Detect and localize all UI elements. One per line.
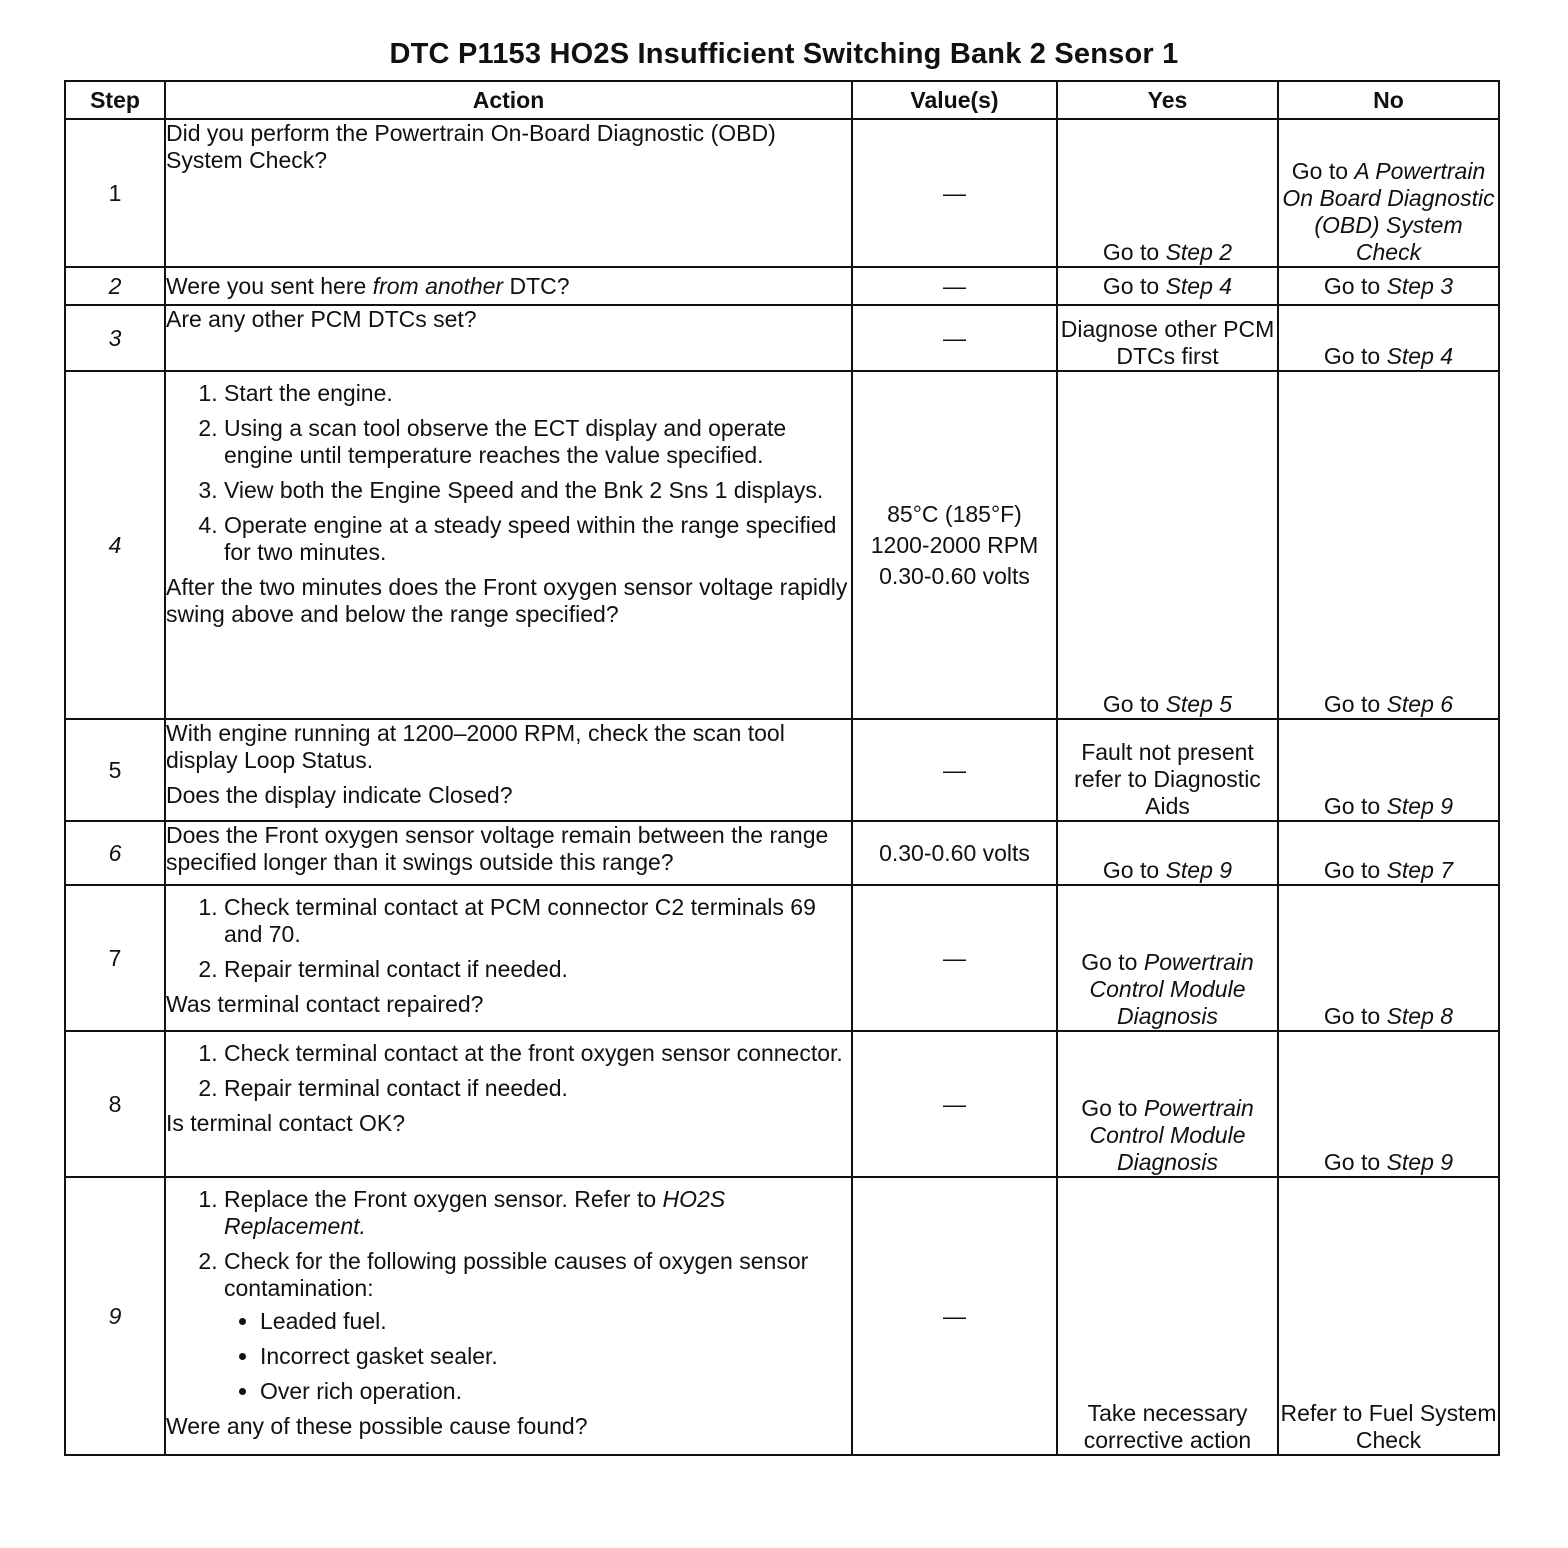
diagnostic-table — [64, 80, 1500, 1456]
action-steps — [166, 1186, 851, 1405]
table-row — [65, 1177, 1499, 1455]
cause-item: • Over rich operation. — [260, 1378, 851, 1405]
yes-cell — [1057, 885, 1278, 1031]
action-question: Did you perform the Powertrain On-Board Diagnostic (OBD) System Check? — [166, 120, 776, 173]
no-step-ref: Step 9 — [1386, 793, 1454, 819]
value-cell: — — [852, 1177, 1057, 1455]
procedure-reference: HO2S Replacement. — [224, 1186, 726, 1239]
yes-cell: Take necessary corrective action — [1057, 1177, 1278, 1455]
step-number: 1 — [65, 119, 165, 267]
no-prefix: Go to — [1323, 793, 1387, 819]
no-prefix: Go to — [1323, 1003, 1387, 1029]
no-prefix: Go to — [1291, 158, 1355, 184]
action-step: 2. Using a scan tool observe the ECT display and operate engine until temperature reaches the value specified. — [224, 415, 851, 469]
yes-step-ref: Step 5 — [1165, 691, 1233, 717]
no-cell: Refer to Fuel System Check — [1278, 1177, 1499, 1455]
action-step: 1. Check terminal contact at PCM connector C2 terminals 69 and 70. — [224, 894, 851, 948]
action-cell — [165, 1177, 852, 1455]
value-rpm: 1200-2000 RPM — [870, 531, 1039, 558]
value-cell: — — [852, 119, 1057, 267]
action-question: Were any of these possible cause found? — [166, 1413, 588, 1439]
action-step-text: Replace the Front oxygen sensor. Refer to — [224, 1186, 663, 1212]
cause-list — [224, 1308, 851, 1405]
header-row — [65, 81, 1499, 119]
table-row — [65, 1031, 1499, 1177]
page-title: DTC P1153 HO2S Insufficient Switching Bank 2 Sensor 1 — [389, 38, 1179, 70]
action-question: Is terminal contact OK? — [166, 1110, 406, 1136]
step-number: 3 — [65, 305, 165, 371]
yes-step-ref: Step 4 — [1165, 272, 1233, 299]
action-step: 2. Repair terminal contact if needed. — [224, 956, 851, 983]
table-row — [65, 371, 1499, 719]
action-steps — [166, 1040, 851, 1102]
no-cell — [1278, 1031, 1499, 1177]
action-question-emphasis: from another — [372, 272, 504, 299]
table-row — [65, 267, 1499, 305]
action-cell — [165, 119, 852, 267]
yes-prefix: Go to — [1081, 949, 1144, 975]
action-step: 2. Repair terminal contact if needed. — [224, 1075, 851, 1102]
yes-prefix: Go to — [1102, 857, 1166, 883]
yes-step-ref: Step 9 — [1165, 857, 1233, 883]
action-question: Was terminal contact repaired? — [166, 991, 484, 1017]
step-number: 7 — [65, 885, 165, 1031]
no-cell — [1278, 119, 1499, 267]
yes-prefix: Go to — [1102, 239, 1166, 265]
action-steps — [166, 894, 851, 983]
header-action: Action — [165, 81, 852, 119]
header-no: No — [1278, 81, 1499, 119]
action-cell — [165, 305, 852, 371]
action-step: 3. View both the Engine Speed and the Bnk 2 Sns 1 displays. — [224, 477, 851, 504]
no-step-ref: Step 4 — [1386, 343, 1454, 369]
step-number: 5 — [65, 719, 165, 821]
table-row — [65, 719, 1499, 821]
action-cell — [165, 1031, 852, 1177]
value-cell: — — [852, 267, 1057, 305]
value-cell: — — [852, 719, 1057, 821]
table-row — [65, 821, 1499, 885]
action-cell — [165, 821, 852, 885]
no-step-ref: Step 7 — [1386, 857, 1454, 883]
action-steps — [166, 380, 851, 566]
action-cell — [165, 371, 852, 719]
yes-cell: Diagnose other PCM DTCs first — [1057, 305, 1278, 371]
action-step — [224, 1248, 851, 1405]
action-question: Does the Front oxygen sensor voltage remain between the range specified longer than it swings outside this range? — [166, 822, 829, 875]
no-cell — [1278, 371, 1499, 719]
action-cell — [165, 719, 852, 821]
action-question-part: DTC? — [503, 272, 570, 299]
no-prefix: Go to — [1323, 857, 1387, 883]
no-step-ref: Step 9 — [1386, 1149, 1454, 1175]
cause-item: • Incorrect gasket sealer. — [260, 1343, 851, 1370]
action-step: 1. Start the engine. — [224, 380, 851, 407]
step-number: 2 — [65, 267, 165, 305]
value-cell: — — [852, 885, 1057, 1031]
no-step-ref: Step 6 — [1386, 691, 1454, 717]
yes-prefix: Go to — [1102, 272, 1166, 299]
no-step-ref: Step 8 — [1386, 1003, 1454, 1029]
action-question: After the two minutes does the Front oxygen sensor voltage rapidly swing above and below the range specified? — [166, 574, 848, 627]
value-cell: — — [852, 1031, 1057, 1177]
action-cell — [165, 885, 852, 1031]
yes-cell — [1057, 267, 1278, 305]
action-text: With engine running at 1200–2000 RPM, check the scan tool display Loop Status. — [166, 720, 785, 773]
action-question: Are any other PCM DTCs set? — [166, 306, 477, 332]
no-step-ref: A Powertrain On Board Diagnostic (OBD) System Check — [1282, 158, 1495, 265]
no-step-ref: Step 3 — [1386, 272, 1454, 299]
step-number: 6 — [65, 821, 165, 885]
action-question-part: Were you sent here — [166, 272, 373, 299]
yes-step-ref: Step 2 — [1165, 239, 1233, 265]
action-step: 1. Check terminal contact at the front oxygen sensor connector. — [224, 1040, 851, 1067]
yes-cell — [1057, 821, 1278, 885]
yes-step-ref: Powertrain Control Module Diagnosis — [1089, 949, 1254, 1029]
header-yes: Yes — [1057, 81, 1278, 119]
yes-cell — [1057, 119, 1278, 267]
value-cell: 0.30-0.60 volts — [852, 821, 1057, 885]
header-values: Value(s) — [852, 81, 1057, 119]
value-temperature: 85°C (185°F) — [887, 500, 1022, 527]
yes-prefix: Go to — [1102, 691, 1166, 717]
action-step — [224, 1186, 851, 1240]
table-row — [65, 885, 1499, 1031]
action-question: Does the display indicate Closed? — [166, 782, 513, 808]
step-number: 4 — [65, 371, 165, 719]
header-step: Step — [65, 81, 165, 119]
value-cell: — — [852, 305, 1057, 371]
value-cell — [852, 371, 1057, 719]
no-prefix: Go to — [1323, 691, 1387, 717]
yes-step-ref: Powertrain Control Module Diagnosis — [1089, 1095, 1254, 1175]
step-number: 8 — [65, 1031, 165, 1177]
no-prefix: Go to — [1323, 343, 1387, 369]
no-cell — [1278, 885, 1499, 1031]
yes-prefix: Go to — [1081, 1095, 1144, 1121]
action-step-text: Check for the following possible causes of oxygen sensor contamination: — [224, 1248, 809, 1301]
action-cell — [165, 267, 852, 305]
yes-cell: Fault not present refer to Diagnostic Aids — [1057, 719, 1278, 821]
no-cell — [1278, 821, 1499, 885]
yes-cell — [1057, 371, 1278, 719]
no-prefix: Go to — [1323, 272, 1387, 299]
yes-cell — [1057, 1031, 1278, 1177]
no-cell — [1278, 719, 1499, 821]
no-cell — [1278, 305, 1499, 371]
step-number: 9 — [65, 1177, 165, 1455]
cause-item: • Leaded fuel. — [260, 1308, 851, 1335]
value-voltage: 0.30-0.60 volts — [879, 562, 1030, 589]
action-step: 4. Operate engine at a steady speed within the range specified for two minutes. — [224, 512, 851, 566]
no-prefix: Go to — [1323, 1149, 1387, 1175]
table-row — [65, 305, 1499, 371]
no-cell — [1278, 267, 1499, 305]
table-row — [65, 119, 1499, 267]
